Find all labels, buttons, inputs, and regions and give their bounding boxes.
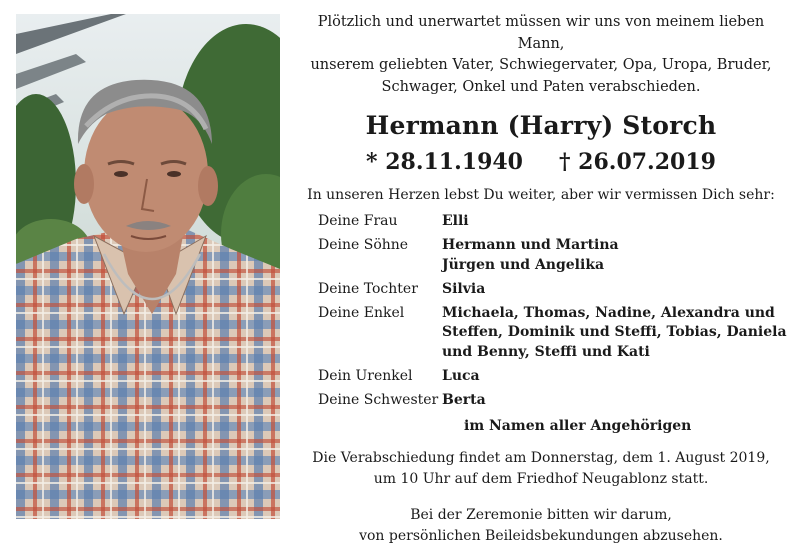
- ceremony-line: um 10 Uhr auf dem Friedhof Neugablonz statt.: [373, 470, 709, 487]
- relative-name-line: Luca: [442, 368, 480, 385]
- relative-row: [318, 280, 786, 299]
- relative-names: [442, 212, 762, 231]
- relative-name-line: Michaela, Thomas, Nadine, Alexandra und: [442, 305, 775, 322]
- intro-line: unserem geliebten Vater, Schwiegervater, Opa, Uropa, Bruder,: [310, 57, 772, 73]
- motto-text: In unseren Herzen lebst Du weiter, aber wir vermissen Dich sehr:: [307, 187, 775, 203]
- relation-label: Deine Enkel: [318, 305, 405, 322]
- relative-names: [442, 391, 762, 410]
- relative-names: [442, 367, 762, 386]
- relative-row: [318, 304, 786, 362]
- obituary-text: [296, 12, 786, 547]
- relation-label: Dein Urenkel: [318, 368, 413, 385]
- death-date: † 26.07.2019: [559, 149, 716, 175]
- deceased-name: Hermann (Harry) Storch: [365, 111, 717, 140]
- relative-name-line: Hermann und Martina: [442, 237, 619, 254]
- relation-label: Deine Söhne: [318, 237, 409, 254]
- request-line: von persönlichen Beileidsbekundungen abzusehen.: [359, 527, 723, 544]
- ceremony-info: [296, 448, 786, 490]
- intro-text: [296, 12, 786, 98]
- request-line: Bei der Zeremonie bitten wir darum,: [410, 506, 672, 523]
- relative-names: [442, 236, 762, 275]
- relatives-list: [318, 212, 786, 436]
- intro-line: Plötzlich und unerwartet müssen wir uns von meinem lieben Mann,: [317, 14, 765, 52]
- life-dates: [296, 147, 786, 177]
- closing-signature: im Namen aller Angehörigen: [464, 417, 692, 434]
- relative-name-line: und Benny, Steffi und Kati: [442, 343, 650, 360]
- relative-row: [318, 212, 786, 231]
- ceremony-line: Die Verabschiedung findet am Donnerstag, dem 1. August 2019,: [312, 449, 770, 466]
- relative-names: [442, 280, 762, 299]
- portrait-photo: [16, 14, 280, 519]
- relative-name-line: Jürgen und Angelika: [442, 256, 605, 273]
- relative-name-line: Berta: [442, 392, 486, 409]
- relative-row: [318, 391, 786, 410]
- condolence-request: [296, 505, 786, 547]
- relation-label: Deine Tochter: [318, 280, 418, 297]
- relative-row: [318, 367, 786, 386]
- relation-label: Deine Frau: [318, 213, 398, 229]
- relative-name-line: Steffen, Dominik und Steffi, Tobias, Daniela: [442, 324, 787, 341]
- relative-names: [442, 304, 787, 362]
- intro-line: Schwager, Onkel und Paten verabschieden.: [381, 78, 701, 95]
- relation-label: Deine Schwester: [318, 392, 439, 409]
- relative-name-line: Elli: [442, 213, 469, 229]
- birth-date: * 28.11.1940: [366, 149, 523, 175]
- relative-name-line: Silvia: [442, 280, 486, 297]
- relative-row: [318, 236, 786, 275]
